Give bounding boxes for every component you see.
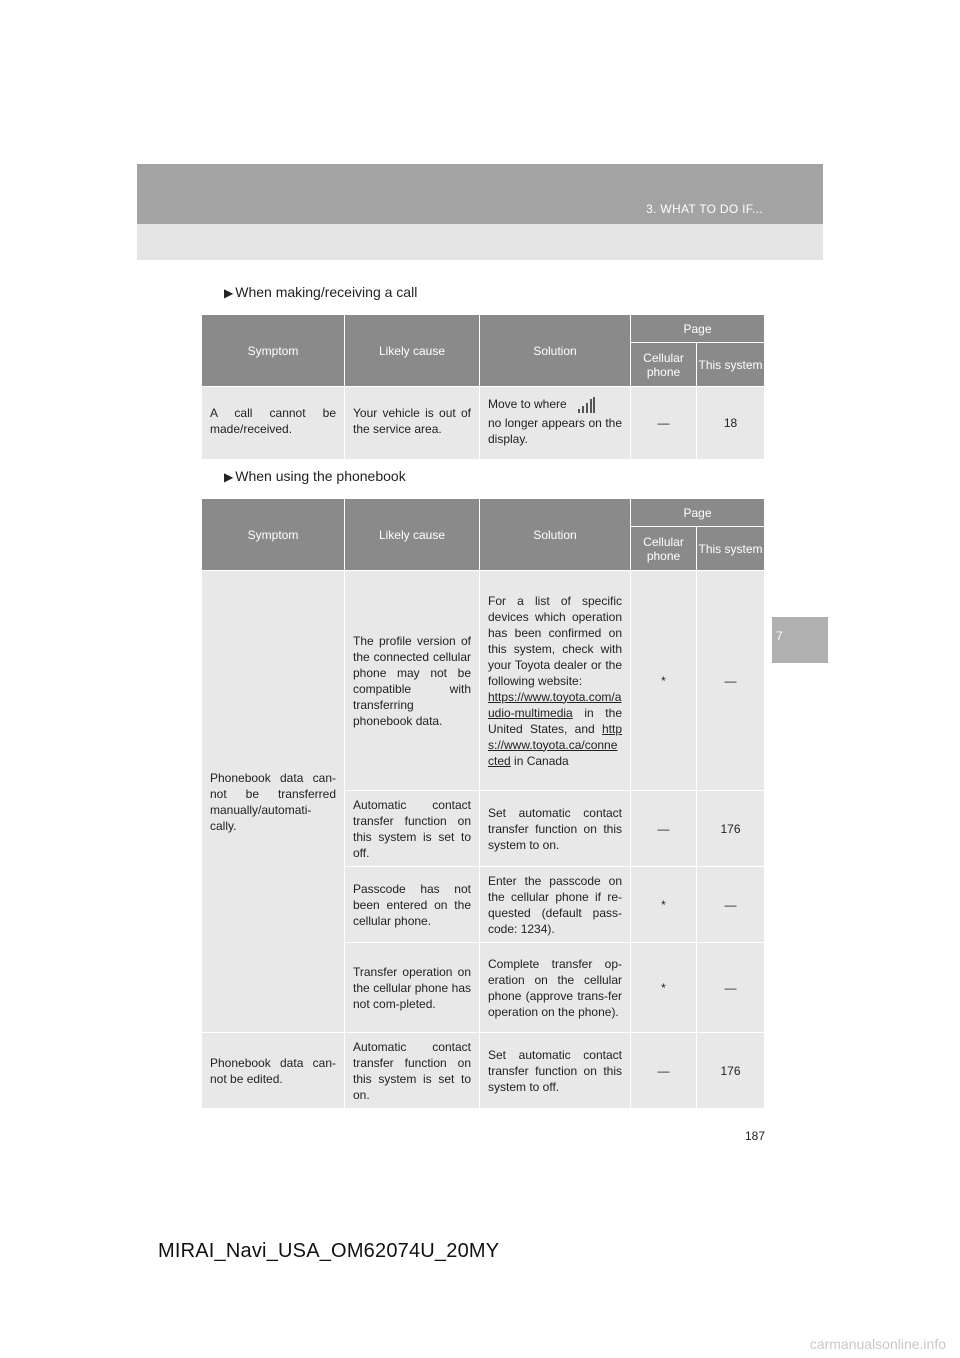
header-solution: Solution [480, 315, 631, 387]
page-number: 187 [745, 1129, 766, 1143]
cause-cell: Automatic contact transfer function on this system is set to on. [345, 1033, 480, 1109]
call-table [201, 314, 765, 460]
symptom-cell: Phonebook data can-not be transferred manually/automati-cally. [202, 571, 345, 1033]
document-footer: MIRAI_Navi_USA_OM62074U_20MY [158, 1240, 500, 1262]
header-symptom: Symptom [202, 315, 345, 387]
cause-cell: Your vehicle is out of the service area. [345, 387, 480, 460]
header-subbar [137, 224, 823, 260]
symptom-cell: Phonebook data can-not be edited. [202, 1033, 345, 1109]
section-title-call: ▶ When making/receiving a call [224, 284, 418, 300]
chapter-number: 7 [776, 629, 783, 643]
symptom-cell: A call cannot be made/received. [202, 387, 345, 460]
system-page-cell: — [697, 943, 765, 1033]
solution-cell: For a list of specific devices which operation has been confirmed on this system, check with your Toyota dealer or the following website: https://www.toyota.com/audio-multimedia in the United States, and https://www.toyota.ca/connected in Canada [480, 571, 631, 791]
cellular-page-cell: — [631, 1033, 697, 1109]
no-signal-icon [576, 395, 598, 415]
header-page: Page [631, 499, 765, 527]
header-cellular-phone: Cellular phone [631, 527, 697, 571]
watermark: carmanualsonline.info [809, 1336, 946, 1352]
section-title-phonebook: ▶ When using the phonebook [224, 468, 406, 484]
solution-cell: Set automatic contact transfer function on this system to off. [480, 1033, 631, 1109]
toyota-ca-link[interactable]: https://www.toyota.ca/connected [488, 721, 622, 768]
triangle-arrow-icon: ▶ [224, 470, 234, 484]
cause-cell: Passcode has not been entered on the cellular phone. [345, 867, 480, 943]
solution-cell: Complete transfer op-eration on the cellular phone (approve trans-fer operation on the phone). [480, 943, 631, 1033]
header-likely-cause: Likely cause [345, 499, 480, 571]
triangle-arrow-icon: ▶ [224, 286, 234, 300]
cause-cell: The profile version of the connected cellular phone may not be compatible with transferring phonebook data. [345, 571, 480, 791]
system-page-cell: — [697, 867, 765, 943]
header-this-system: This system [697, 527, 765, 571]
header-page: Page [631, 315, 765, 343]
header-cellular-phone: Cellular phone [631, 343, 697, 387]
system-page-cell: 18 [697, 387, 765, 460]
header-symptom: Symptom [202, 499, 345, 571]
solution-cell: Move to where no longer appears on the display. [480, 387, 631, 460]
system-page-cell: 176 [697, 791, 765, 867]
phonebook-table [201, 498, 765, 1109]
cause-cell: Transfer operation on the cellular phone has not com-pleted. [345, 943, 480, 1033]
header-this-system: This system [697, 343, 765, 387]
section-header: 3. WHAT TO DO IF... [646, 202, 763, 216]
solution-cell: Set automatic contact transfer function on this system to on. [480, 791, 631, 867]
cellular-page-cell: — [631, 791, 697, 867]
system-page-cell: — [697, 571, 765, 791]
toyota-us-link[interactable]: https://www.toyota.com/audio-multimedia [488, 689, 622, 720]
header-likely-cause: Likely cause [345, 315, 480, 387]
header-bar [137, 164, 823, 224]
cellular-page-cell: * [631, 867, 697, 943]
cellular-page-cell: * [631, 571, 697, 791]
header-solution: Solution [480, 499, 631, 571]
system-page-cell: 176 [697, 1033, 765, 1109]
cause-cell: Automatic contact transfer function on this system is set to off. [345, 791, 480, 867]
cellular-page-cell: — [631, 387, 697, 460]
solution-cell: Enter the passcode on the cellular phone if re-quested (default pass-code: 1234). [480, 867, 631, 943]
cellular-page-cell: * [631, 943, 697, 1033]
